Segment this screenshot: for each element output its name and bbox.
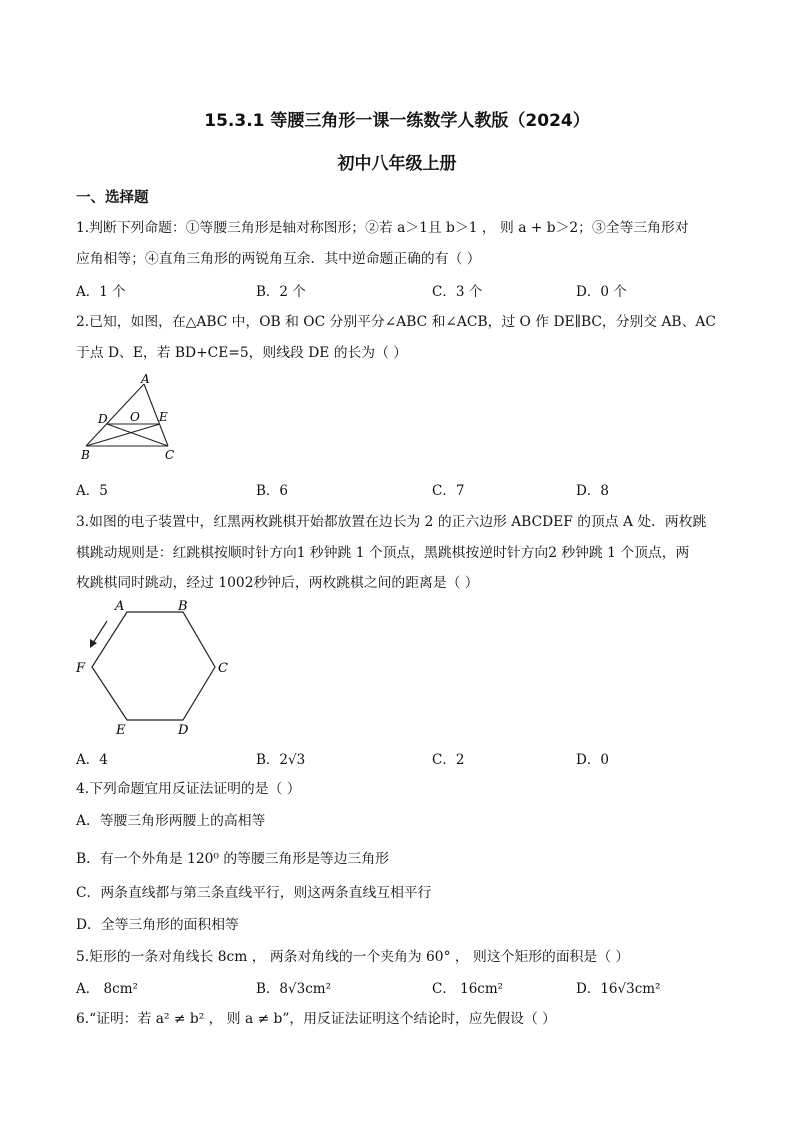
q4-option-b: B．有一个外角是 120⁰ 的等腰三角形是等边三角形 bbox=[76, 851, 389, 867]
q2-stem-line1: 2.已知，如图，在△ABC 中，OB 和 OC 分别平分∠ABC 和∠ACB，过 O 作 DE∥BC，分别交 AB、AC bbox=[76, 314, 716, 330]
q1-stem-line2: 应角相等；④直角三角形的两锐角互余．其中逆命题正确的有（ ） bbox=[76, 251, 481, 267]
q3-label-c: C bbox=[218, 661, 228, 676]
q3-option-d: D．0 bbox=[576, 752, 609, 768]
q2-option-a: A．5 bbox=[76, 483, 108, 499]
q1-option-d: D．0 个 bbox=[576, 284, 627, 300]
q3-label-f: F bbox=[76, 661, 86, 676]
q3-stem-line3: 枚跳棋同时跳动，经过 1002秒钟后，两枚跳棋之间的距离是（ ） bbox=[76, 575, 479, 591]
q5-option-b: B．8√3cm² bbox=[256, 981, 331, 997]
q6-stem: 6.“证明：若 a² ≠ b² ， 则 a ≠ b”，用反证法证明这个结论时，应先假设（ ） bbox=[76, 1011, 556, 1027]
document-subtitle: 初中八年级上册 bbox=[337, 154, 457, 174]
q1-option-a: A．1 个 bbox=[76, 284, 126, 300]
q5-option-a: A． 8cm² bbox=[76, 981, 138, 997]
q2-label-d: D bbox=[98, 412, 108, 426]
q3-label-d: D bbox=[178, 723, 189, 738]
q2-label-b: B bbox=[81, 448, 90, 462]
q4-option-c: C．两条直线都与第三条直线平行，则这两条直线互相平行 bbox=[76, 885, 432, 901]
q1-option-c: C．3 个 bbox=[432, 284, 483, 300]
q3-stem-line2: 棋跳动规则是：红跳棋按顺时针方向1 秒钟跳 1 个顶点，黑跳棋按逆时针方向2 秒钟跳 1 个顶点，两 bbox=[76, 545, 690, 561]
q3-option-a: A．4 bbox=[76, 752, 108, 768]
q3-arrow-icon bbox=[90, 621, 107, 648]
q3-option-b: B．2√3 bbox=[256, 752, 306, 768]
q3-hexagon-figure bbox=[70, 595, 240, 740]
q2-option-b: B．6 bbox=[256, 483, 289, 499]
q2-triangle-figure bbox=[76, 370, 186, 465]
q2-label-e: E bbox=[159, 410, 168, 424]
q2-label-o: O bbox=[130, 410, 140, 424]
q2-option-c: C．7 bbox=[432, 483, 465, 499]
q5-option-d: D．16√3cm² bbox=[576, 981, 661, 997]
document-title: 15.3.1 等腰三角形一课一练数学人教版（2024） bbox=[204, 111, 590, 131]
q4-option-a: A．等腰三角形两腰上的高相等 bbox=[76, 813, 266, 829]
q3-label-e: E bbox=[116, 723, 126, 738]
q5-stem: 5.矩形的一条对角线长 8cm ， 两条对角线的一个夹角为 60° ， 则这个矩形的面积是（ ） bbox=[76, 949, 630, 965]
q1-option-b: B．2 个 bbox=[256, 284, 306, 300]
q5-option-c: C． 16cm² bbox=[432, 981, 504, 997]
q2-label-a: A bbox=[141, 372, 150, 386]
q3-stem-line1: 3.如图的电子装置中，红黑两枚跳棋开始都放置在边长为 2 的正六边形 ABCDEF 的顶点 A 处．两枚跳 bbox=[76, 514, 707, 530]
q2-option-d: D．8 bbox=[576, 483, 609, 499]
q2-label-c: C bbox=[165, 448, 175, 462]
section-heading-choice: 一、选择题 bbox=[76, 190, 149, 206]
q4-option-d: D．全等三角形的面积相等 bbox=[76, 917, 239, 933]
q3-option-c: C．2 bbox=[432, 752, 465, 768]
q3-label-b: B bbox=[178, 599, 188, 614]
q4-stem: 4.下列命题宜用反证法证明的是（ ） bbox=[76, 781, 301, 797]
q2-stem-line2: 于点 D、E，若 BD+CE=5，则线段 DE 的长为（ ） bbox=[76, 345, 408, 361]
q1-stem-line1: 1.判断下列命题：①等腰三角形是轴对称图形；②若 a＞1且 b＞1 ， 则 a + b＞2；③全等三角形对 bbox=[76, 220, 689, 236]
hexagon-shape bbox=[92, 612, 215, 720]
q3-label-a: A bbox=[115, 599, 125, 614]
